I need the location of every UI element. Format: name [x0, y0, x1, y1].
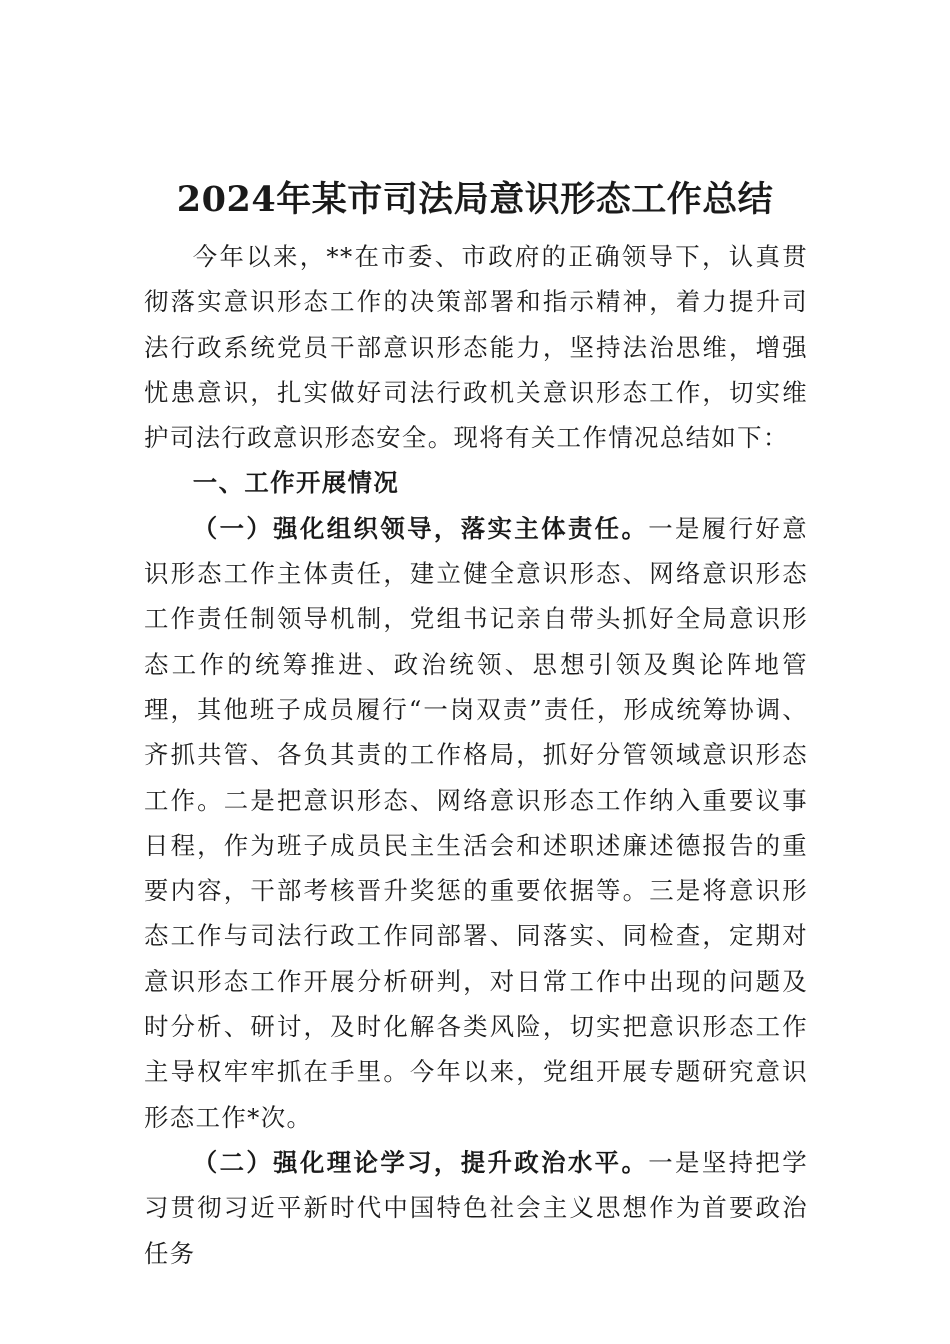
item-body-1: 一是履行好意识形态工作主体责任，建立健全意识形态、网络意识形态工作责任制领导机制，党组书记亲自带头抓好全局意识形态工作的统筹推进、政治统领、思想引领及舆论阵地管理，其他班子成员履行“一岗双责”责任，形成统筹协调、齐抓共管、各负其责的工作格局，抓好分管领域意识形态工作。二是把意识形态、网络意识形态工作纳入重要议事日程，作为班子成员民主生活会和述职述廉述德报告的重要内容，干部考核晋升奖惩的重要依据等。三是将意识形态工作与司法行政工作同部署、同落实、同检查，定期对意识形态工作开展分析研判，对日常工作中出现的问题及时分析、研讨，及时化解各类风险，切实把意识形态工作主导权牢牢抓在手里。今年以来，党组开展专题研究意识形态工作*次。 — [144, 513, 808, 1132]
document-title: 2024年某市司法局意识形态工作总结 — [176, 179, 774, 220]
item-lead-2: （二）强化理论学习，提升政治水平。 — [192, 1147, 649, 1177]
item-lead-1: （一）强化组织领导，落实主体责任。 — [192, 513, 649, 543]
section-heading: 一、工作开展情况 — [192, 468, 400, 498]
item-paragraph-2 — [144, 1140, 808, 1276]
document-body — [144, 234, 808, 1276]
item-body-2: 一是坚持把学习贯彻习近平新时代中国特色社会主义思想作为首要政治任务 — [144, 1147, 808, 1268]
item-paragraph-1 — [144, 506, 808, 1140]
intro-paragraph: 今年以来，**在市委、市政府的正确领导下，认真贯彻落实意识形态工作的决策部署和指示精神，着力提升司法行政系统党员干部意识形态能力，坚持法治思维，增强忧患意识，扎实做好司法行政机关意识形态工作，切实维护司法行政意识形态安全。现将有关工作情况总结如下： — [144, 242, 808, 453]
